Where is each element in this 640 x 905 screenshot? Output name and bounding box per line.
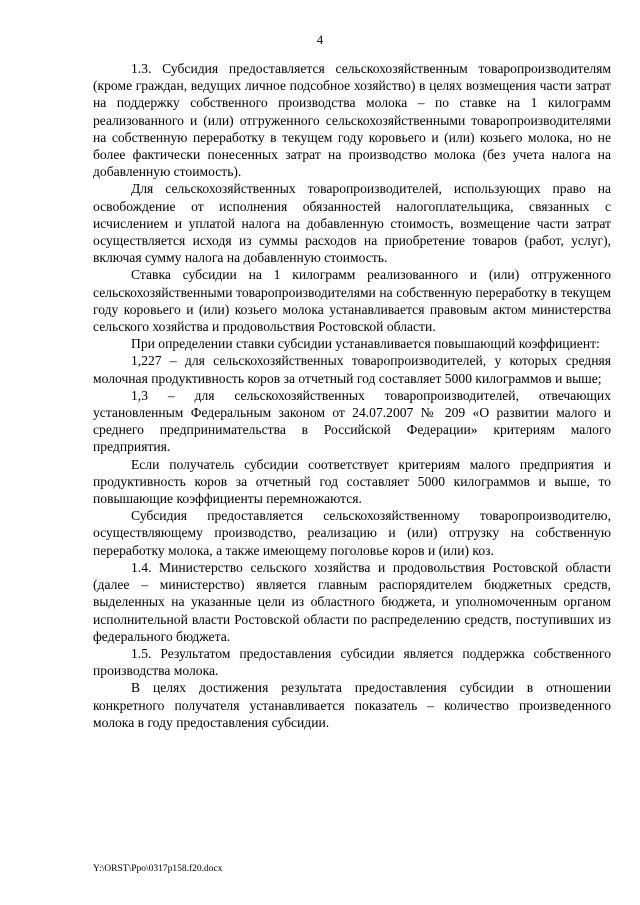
paragraph-recipient-requirements: Субсидия предоставляется сельскохозяйственному товаропроизводителю, осуществляющему производство, реализацию и (или) отгрузку на собственную переработку молока, а также имеющему поголовье коров и (или) коз. — [93, 508, 611, 558]
paragraph-1-3-subsidy: 1.3. Субсидия предоставляется сельскохозяйственным товаропроизводителям (кроме граждан, ведущих личное подсобное хозяйство) в целях возмещения части затрат на поддержку собственного производства молока – по ставке на 1 килограмм реализованного и (или) отгруженного сельскохозяйственными товаропроизводителями на собственную переработку в текущем году коровьего и (или) козьего молока, но не более фактически понесенных затрат на производство молока (без учета налога на добавленную стоимость). — [93, 61, 611, 180]
paragraph-vat-exemption: Для сельскохозяйственных товаропроизводителей, использующих право на освобождение от исполнения обязанностей налогоплательщика, связанных с исчислением и уплатой налога на добавленную стоимость, возмещение части затрат осуществляется исходя из суммы расходов на приобретение товаров (работ, услуг), включая сумму налога на добавленную стоимость. — [93, 181, 611, 266]
paragraph-1-4-ministry: 1.4. Министерство сельского хозяйства и продовольствия Ростовской области (далее – министерство) является главным распорядителем бюджетных средств, выделенных на указанные цели из областного бюджета, и уполномоченным органом исполнительной власти Ростовской области по распределению средств, поступивших из федерального бюджета. — [93, 559, 611, 644]
paragraph-coefficient-1-227: 1,227 – для сельскохозяйственных товаропроизводителей, у которых средняя молочная продуктивность коров за отчетный год составляет 5000 килограммов и выше; — [93, 353, 611, 386]
paragraph-1-5-result: 1.5. Результатом предоставления субсидии является поддержка собственного производства молока. — [93, 645, 611, 679]
file-path-footer: Y:\ORST\Ppo\0317p158.f20.docx — [93, 864, 223, 874]
paragraph-subsidy-rate: Ставка субсидии на 1 килограмм реализованного и (или) отгруженного сельскохозяйственными товаропроизводителями на собственную переработку в текущем году коровьего и (или) козьего молока устанавливается правовым актом министерства сельского хозяйства и продовольствия Ростовской области. — [93, 267, 611, 335]
document-body — [93, 60, 611, 731]
paragraph-coefficients-multiply: Если получатель субсидии соответствует критериям малого предприятия и продуктивность коров за отчетный год составляет 5000 килограммов и выше, то повышающие коэффициенты перемножаются. — [93, 456, 611, 507]
paragraph-indicator: В целях достижения результата предоставления субсидии в отношении конкретного получателя устанавливается показатель – количество произведенного молока в году предоставления субсидии. — [93, 680, 611, 730]
page-number: 4 — [316, 33, 324, 47]
paragraph-coefficient-1-3: 1,3 – для сельскохозяйственных товаропроизводителей, отвечающих установленным Федеральным законом от 24.07.2007 № 209 «О развитии малого и среднего предпринимательства в Российской Федерации» критериям малого предприятия. — [93, 387, 611, 455]
paragraph-coefficient-intro: При определении ставки субсидии устанавливается повышающий коэффициент: — [131, 336, 600, 352]
